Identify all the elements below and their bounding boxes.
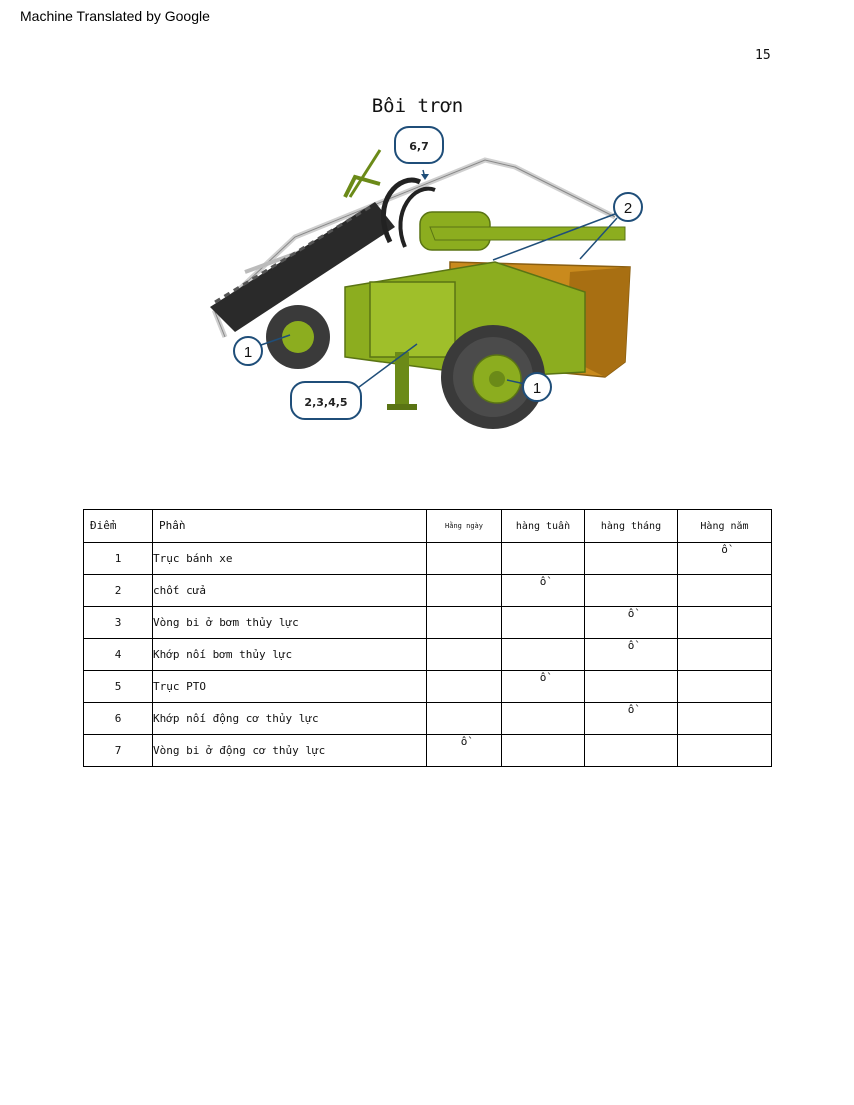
- row-daily-mark: ồ: [427, 735, 502, 767]
- row-number: 7: [84, 735, 153, 767]
- machine-illustration: [195, 122, 655, 442]
- table-row: [84, 735, 772, 767]
- header-part: Phần: [153, 510, 427, 543]
- row-part: Trục PTO: [153, 671, 427, 703]
- row-number: 4: [84, 639, 153, 671]
- row-part: Khớp nối động cơ thủy lực: [153, 703, 427, 735]
- row-part: Vòng bi ở động cơ thủy lực: [153, 735, 427, 767]
- callout-6-7-label: 6,7: [409, 140, 429, 153]
- table-row: [84, 671, 772, 703]
- row-weekly-mark: ồ: [502, 575, 585, 607]
- row-yearly-mark: [678, 671, 772, 703]
- row-number: 6: [84, 703, 153, 735]
- row-monthly-mark: ồ: [585, 607, 678, 639]
- row-monthly-mark: [585, 575, 678, 607]
- header-daily: Hằng ngày: [427, 510, 502, 543]
- callout-2-label: 2: [623, 200, 633, 217]
- row-part: Khớp nối bơm thủy lực: [153, 639, 427, 671]
- header-point: Điểm: [84, 510, 153, 543]
- header-monthly: hàng tháng: [585, 510, 678, 543]
- row-monthly-mark: [585, 543, 678, 575]
- table-row: [84, 703, 772, 735]
- row-daily-mark: [427, 671, 502, 703]
- table-row: [84, 543, 772, 575]
- row-weekly-mark: [502, 543, 585, 575]
- callout-2-3-4-5-label: 2,3,4,5: [304, 396, 348, 409]
- table-row: [84, 639, 772, 671]
- row-yearly-mark: [678, 575, 772, 607]
- trencher-drawing: [195, 122, 655, 442]
- row-weekly-mark: [502, 607, 585, 639]
- row-daily-mark: [427, 575, 502, 607]
- row-monthly-mark: ồ: [585, 703, 678, 735]
- row-part: Trục bánh xe: [153, 543, 427, 575]
- row-number: 2: [84, 575, 153, 607]
- header-yearly: Hàng năm: [678, 510, 772, 543]
- page-title: Bôi trơn: [371, 95, 464, 117]
- row-weekly-mark: [502, 639, 585, 671]
- row-daily-mark: [427, 703, 502, 735]
- gearbox: [370, 282, 455, 357]
- row-weekly-mark: [502, 735, 585, 767]
- page-number: 15: [755, 48, 771, 63]
- row-monthly-mark: ồ: [585, 639, 678, 671]
- table-row: [84, 607, 772, 639]
- header-weekly: hàng tuần: [502, 510, 585, 543]
- table-header-row: [84, 510, 772, 543]
- row-part: chốt cửa: [153, 575, 427, 607]
- callout-1-right-label: 1: [532, 380, 542, 397]
- row-daily-mark: [427, 543, 502, 575]
- row-yearly-mark: [678, 639, 772, 671]
- row-daily-mark: [427, 607, 502, 639]
- row-weekly-mark: ồ: [502, 671, 585, 703]
- row-number: 1: [84, 543, 153, 575]
- row-number: 3: [84, 607, 153, 639]
- row-monthly-mark: [585, 735, 678, 767]
- row-yearly-mark: [678, 735, 772, 767]
- lubrication-schedule-table: [83, 509, 772, 767]
- row-yearly-mark: [678, 703, 772, 735]
- row-part: Vòng bi ở bơm thủy lực: [153, 607, 427, 639]
- row-number: 5: [84, 671, 153, 703]
- callout-1-left-label: 1: [243, 344, 253, 361]
- row-monthly-mark: [585, 671, 678, 703]
- translation-banner: Machine Translated by Google: [20, 8, 210, 24]
- table-row: [84, 575, 772, 607]
- row-yearly-mark: ồ: [678, 543, 772, 575]
- row-weekly-mark: [502, 703, 585, 735]
- row-yearly-mark: [678, 607, 772, 639]
- row-daily-mark: [427, 639, 502, 671]
